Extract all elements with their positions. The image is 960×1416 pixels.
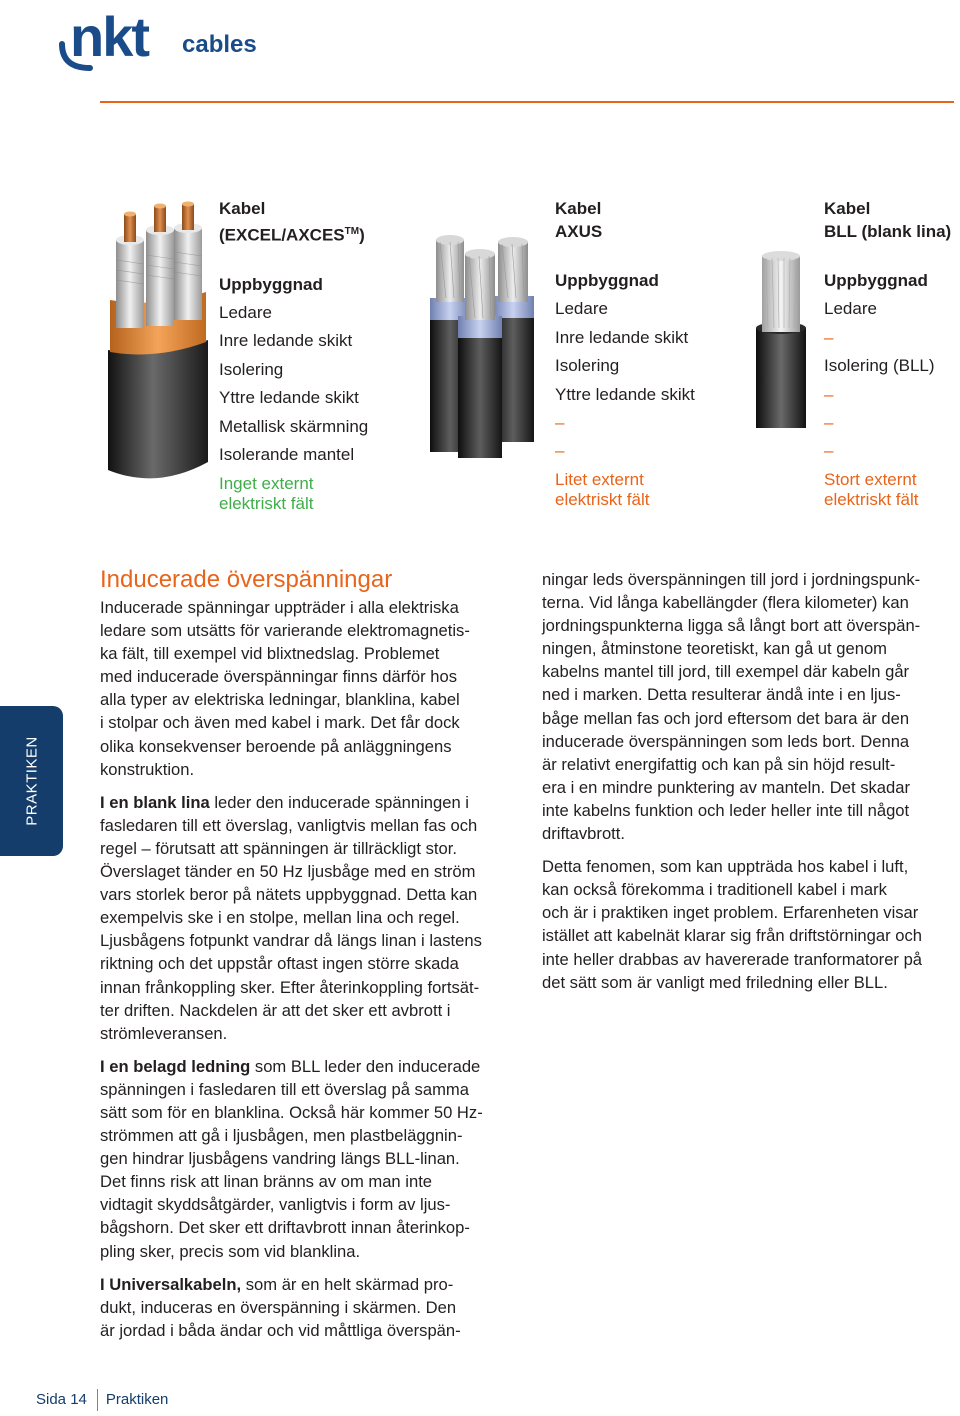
footer-section: Praktiken xyxy=(105,1390,169,1408)
cable-name-close: ) xyxy=(359,225,365,245)
construction-header: Uppbyggnad xyxy=(824,271,928,290)
text-line: dukt, induceras en överspänning i skärmen. Den xyxy=(100,1297,457,1317)
field-note-line2: elektriskt fält xyxy=(219,493,314,513)
part-inner-semicon: Inre ledande skikt xyxy=(219,331,353,351)
axus-cable-image xyxy=(428,232,550,462)
text-line: i stolpar och även med kabel i mark. Det får dock xyxy=(100,713,460,733)
text-line: ter driften. Nackdelen är att det sker ett avbrott i xyxy=(100,1000,451,1020)
part-insulation: Isolering xyxy=(555,356,620,376)
text-line: Ljusbågens fotpunkt vandrar då längs linan i lastens xyxy=(100,931,482,951)
text-line: det sätt som är vanligt med friledning eller BLL. xyxy=(542,972,888,992)
cable-title-line2 xyxy=(219,220,368,247)
part-outer-semicon: – xyxy=(824,384,834,404)
text-line: Överslaget tänder en 50 Hz ljusbåge med en ström xyxy=(100,862,476,882)
page-footer xyxy=(36,1389,168,1411)
part-sheath: – xyxy=(555,441,565,461)
part-metallic-screen: Metallisk skärmning xyxy=(219,416,369,436)
paragraph-blank-lina xyxy=(100,791,525,1045)
text-line: gen hindrar ljusbågens vandring längs BLL-linan. xyxy=(100,1149,460,1169)
field-note-line1: Inget externt xyxy=(219,473,314,493)
text-run: som BLL leder den inducerade xyxy=(250,1056,481,1076)
field-note xyxy=(824,470,951,510)
text-line: ningar leds överspänningen till jord i jordningspunk- xyxy=(542,570,921,589)
text-line: terna. Vid långa kabellängder (flera kilometer) kan xyxy=(542,593,909,613)
construction-header: Uppbyggnad xyxy=(555,271,659,290)
text-line: istället att kabelnät klarar sig från driftstörningar och xyxy=(542,926,922,946)
part-inner-semicon: Inre ledande skikt xyxy=(555,327,689,347)
text-line: strömleveransen. xyxy=(100,1023,228,1043)
text-line: är jordad i båda ändar och vid måttliga överspän- xyxy=(100,1320,461,1340)
footer-divider xyxy=(97,1389,98,1411)
text-line: driftavbrott. xyxy=(542,824,626,844)
text-line: spänningen i fasledaren till ett överslag på samma xyxy=(100,1079,469,1099)
text-line: ledare som utsätts för varierande elektromagnetis- xyxy=(100,621,470,641)
part-conductor: Ledare xyxy=(555,299,608,319)
text-line: ningen, åtminstone teoretiskt, kan gå ut genom xyxy=(542,639,887,659)
cable-title xyxy=(219,197,368,247)
paragraph-universalkabeln xyxy=(100,1273,525,1342)
text-line: Inducerade spänningar uppträder i alla elektriska xyxy=(100,598,459,617)
field-note-line2: elektriskt fält xyxy=(824,489,919,509)
paragraph-continued xyxy=(542,568,956,845)
cable-title-line2: BLL (blank lina) xyxy=(824,222,952,241)
text-line xyxy=(100,1055,525,1078)
section-side-tab xyxy=(0,706,63,856)
part-conductor: Ledare xyxy=(219,303,272,323)
bold-lead: I en belagd ledning xyxy=(100,1056,251,1076)
part-sheath: – xyxy=(824,441,834,461)
text-line: olika konsekvenser beroende på anläggningens xyxy=(100,736,452,756)
part-metallic-screen: – xyxy=(555,413,565,433)
text-line: Det finns risk att linan bränns av om man inte xyxy=(100,1172,433,1192)
text-line: är relativt energifattig och kan på sin höjd result- xyxy=(542,754,896,774)
trademark: TM xyxy=(344,226,360,237)
paragraph-phenomenon xyxy=(542,855,956,994)
section-title: Inducerade överspänningar xyxy=(100,566,393,593)
part-inner-semicon: – xyxy=(824,327,834,347)
text-line: inte kabelns funktion och leder heller inte till något xyxy=(542,800,910,820)
text-line: bågshorn. Det sker ett driftavbrott innan återinkop- xyxy=(100,1218,470,1238)
paragraph-belagd-ledning xyxy=(100,1055,525,1263)
text-line: kan också förekomma i traditionell kabel i mark xyxy=(542,880,887,900)
page-number: Sida 14 xyxy=(36,1390,87,1408)
logo-text-sub: cables xyxy=(182,31,257,58)
nkt-cables-logo xyxy=(58,4,258,74)
paragraph-intro xyxy=(100,596,525,781)
part-insulation: Isolering (BLL) xyxy=(824,356,935,376)
field-note-line2: elektriskt fält xyxy=(555,489,650,509)
field-note-line1: Stort externt xyxy=(824,469,917,489)
text-line: konstruktion. xyxy=(100,759,195,779)
text-line: med inducerade överspänningar finns därför hos xyxy=(100,667,457,687)
logo-text-main: nkt xyxy=(70,5,148,68)
cable-title-line1: Kabel xyxy=(555,199,602,218)
body-column-left xyxy=(100,596,525,1352)
text-line: innan frånkoppling sker. Efter återinkoppling fortsät- xyxy=(100,977,480,997)
field-note-line1: Litet externt xyxy=(555,469,644,489)
text-line: riktning och det uppstår oftast ingen större skada xyxy=(100,954,459,974)
bll-cable-image xyxy=(752,250,810,432)
cable-title-line1: Kabel xyxy=(219,199,266,218)
cable-title xyxy=(555,197,695,243)
side-tab-label: PRAKTIKEN xyxy=(23,736,40,826)
text-line: era i en mindre punktering av manteln. Det skadar xyxy=(542,777,911,797)
bold-lead: I Universalkabeln, xyxy=(100,1274,242,1294)
text-line: vidtagit skyddsåtgärder, vanligtvis i form av ljus- xyxy=(100,1195,451,1215)
text-line: och är i praktiken inget problem. Erfarenheten visar xyxy=(542,903,919,923)
text-line: jordningspunkterna ligga så långt bort att överspän- xyxy=(542,616,921,636)
text-line: pling sker, precis som vid blanklina. xyxy=(100,1241,361,1261)
text-line: Detta fenomen, som kan uppträda hos kabel i luft, xyxy=(542,857,909,877)
text-run: leder den inducerade spänningen i xyxy=(209,792,469,812)
text-line: sätt som för en blanklina. Också här kommer 50 Hz- xyxy=(100,1102,483,1122)
bold-lead: I en blank lina xyxy=(100,792,210,812)
cable-title-line1: Kabel xyxy=(824,199,871,218)
part-outer-semicon: Yttre ledande skikt xyxy=(555,384,695,404)
cable-spec-axus xyxy=(555,197,695,510)
text-line: regel – förutsatt att spänningen är tillräckligt stor. xyxy=(100,838,457,858)
text-line: kabelns mantel till jord, till exempel där kabeln går xyxy=(542,662,910,682)
cable-title xyxy=(824,197,951,243)
cable-title-line2: AXUS xyxy=(555,222,603,241)
text-line: ka fält, till exempel vid blixtnedslag. Problemet xyxy=(100,644,440,664)
text-line: strömmen att gå i ljusbågen, men plastbeläggnin- xyxy=(100,1126,463,1146)
text-line: båge mellan fas och jord eftersom det bara är den xyxy=(542,708,910,728)
text-line: ned i marken. Detta resulterar ändå inte i en ljus- xyxy=(542,685,901,705)
text-line xyxy=(100,791,525,814)
text-line: inte heller drabbas av havererade tranformatorer på xyxy=(542,949,923,969)
part-sheath: Isolerande mantel xyxy=(219,445,355,465)
field-note xyxy=(219,474,368,514)
excel-cable-image xyxy=(102,200,214,485)
text-line: inducerade överspänningen som leds bort. Denna xyxy=(542,731,910,751)
text-line: vars storlek beror på nätets uppbyggnad. Detta kan xyxy=(100,885,478,905)
cable-name: (EXCEL/AXCES xyxy=(219,225,345,245)
part-insulation: Isolering xyxy=(219,359,284,379)
cable-spec-bll xyxy=(824,197,951,510)
text-line: fasledaren till ett överslag, vanligtvis mellan fas och xyxy=(100,815,478,835)
part-conductor: Ledare xyxy=(824,299,877,319)
part-metallic-screen: – xyxy=(824,413,834,433)
text-line xyxy=(100,1273,525,1296)
construction-header: Uppbyggnad xyxy=(219,274,323,294)
header-rule xyxy=(100,101,954,103)
part-outer-semicon: Yttre ledande skikt xyxy=(219,388,359,408)
field-note xyxy=(555,470,695,510)
body-column-right xyxy=(542,568,956,1004)
text-line: exempelvis ske i en stolpe, mellan lina och regel. xyxy=(100,908,460,928)
text-line: alla typer av elektriska ledningar, blanklina, kabel xyxy=(100,690,460,710)
cable-spec-excel xyxy=(219,197,368,514)
text-run: som är en helt skärmad pro- xyxy=(241,1274,454,1294)
